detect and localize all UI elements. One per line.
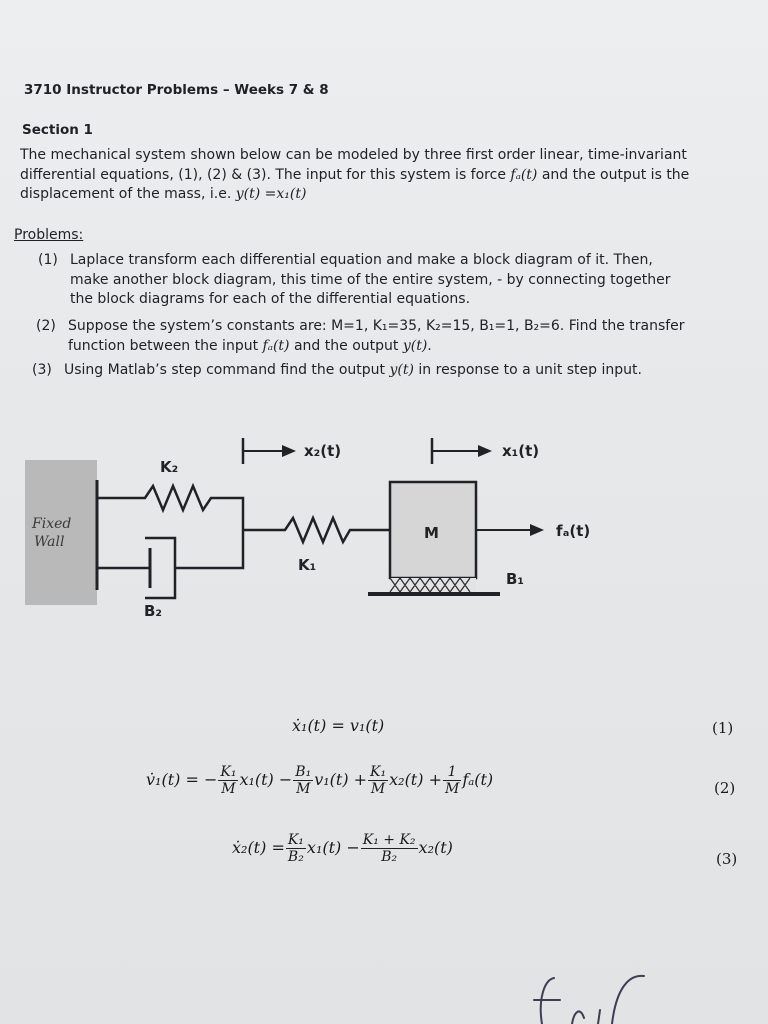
problem-number: (3) <box>32 362 52 378</box>
force-label: fₐ(t) <box>556 522 591 540</box>
equation-1-number: (1) <box>712 719 734 737</box>
problem-2 <box>36 317 736 357</box>
spring-k1 <box>272 518 390 542</box>
fixed-wall <box>25 460 97 605</box>
friction-surface-b1 <box>368 578 500 594</box>
input-force-symbol: fₐ(t) <box>510 166 538 183</box>
output-symbol: y(t) =x₁(t) <box>235 186 307 202</box>
equation-2-number: (2) <box>714 779 736 797</box>
equation-3-number: (3) <box>716 850 738 868</box>
k2-label: K₂ <box>160 458 179 476</box>
b1-label: B₁ <box>506 570 525 588</box>
intro-line-1: The mechanical system shown below can be modeled by three first order linear, time-invariant <box>20 147 687 163</box>
problem-number: (2) <box>36 318 56 334</box>
intro-paragraph <box>20 146 740 205</box>
problem-number: (1) <box>38 252 58 268</box>
section-title: Section 1 <box>22 122 93 138</box>
wall-label-line-1: Fixed <box>32 516 72 532</box>
equation-3: ẋ₂(t) = $\frac{\text{K₁}}{\text{B₂}}$ x₁(t) − $\frac{\text{K₁ + K₂}}{\text{B₂}}$ x₂(t) <box>232 832 453 865</box>
problem-1 <box>38 251 738 311</box>
mechanical-system-diagram <box>0 420 768 640</box>
b2-label: B₂ <box>144 602 163 620</box>
x2-displacement-arrow <box>243 438 296 464</box>
wall-label-line-2: Wall <box>34 534 65 550</box>
intro-line-2: differential equations, (1), (2) & (3). The input for this system is force fₐ(t) and the output is the <box>20 166 690 183</box>
damper-b2-link <box>175 530 243 568</box>
page-title: 3710 Instructor Problems – Weeks 7 & 8 <box>24 82 329 98</box>
spring-k2 <box>97 486 243 530</box>
x1-displacement-arrow <box>432 438 492 464</box>
equation-2: v̇₁(t) = − $\frac{\text{K₁}}{M}$ x₁(t) − $\frac{\text{B₁}}{M}$ v₁(t) + $\frac{\text{K₁}}{M}$ x₂(t) + $\frac{1}{M}$ fₐ(t) <box>146 764 494 797</box>
problem-3-line: Using Matlab’s step command find the output y(t) in response to a unit step input. <box>64 362 642 378</box>
problem-2-line-1: Suppose the system’s constants are: M=1, K₁=35, K₂=15, B₁=1, B₂=6. Find the transfer <box>68 318 685 334</box>
equation-1: ẋ₁(t) = v₁(t) <box>292 716 385 735</box>
mass-label: M <box>424 524 439 542</box>
force-arrowhead-icon <box>530 524 544 536</box>
x2-label: x₂(t) <box>304 442 342 460</box>
problem-1-line-2: make another block diagram, this time of the entire system, - by connecting together <box>70 271 671 288</box>
handwritten-scribble <box>520 960 660 1024</box>
problem-1-line-1: Laplace transform each differential equation and make a block diagram of it. Then, <box>70 252 653 268</box>
problems-heading: Problems: <box>14 227 84 243</box>
problem-3 <box>32 361 732 381</box>
problem-2-line-2: function between the input fₐ(t) and the output y(t). <box>68 337 432 354</box>
intro-line-3: displacement of the mass, i.e. y(t) =x₁(t) <box>20 186 307 202</box>
problem-1-line-3: the block diagrams for each of the differential equations. <box>70 291 471 307</box>
x1-label: x₁(t) <box>502 442 540 460</box>
k1-label: K₁ <box>298 556 317 574</box>
